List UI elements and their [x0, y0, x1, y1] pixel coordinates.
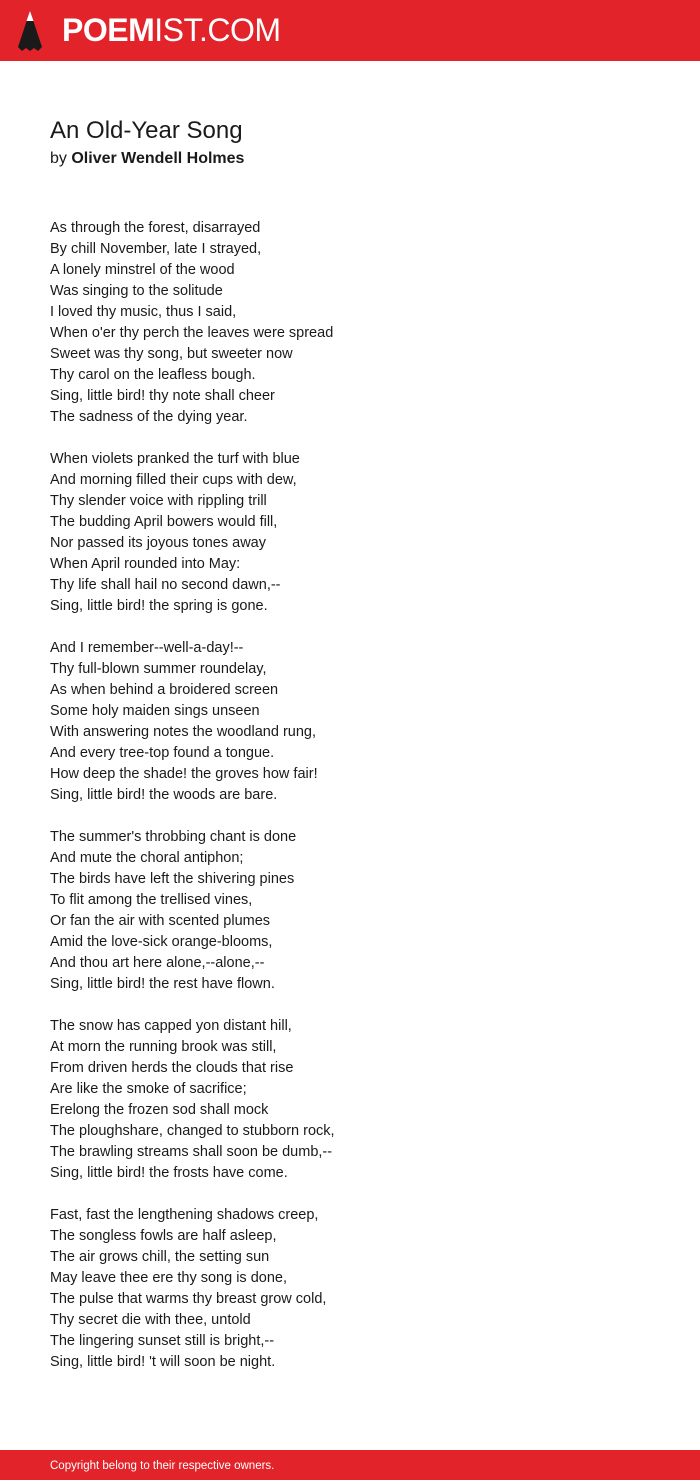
poem-line: When violets pranked the turf with blue: [50, 451, 300, 467]
poem-line: The summer's throbbing chant is done: [50, 829, 297, 845]
poem-line: Thy carol on the leafless bough.: [50, 367, 256, 383]
poem-stanza: [50, 218, 650, 428]
poem-line: Sweet was thy song, but sweeter now: [50, 346, 293, 362]
author-name: Oliver Wendell Holmes: [71, 150, 245, 167]
logo-light-text: IST.COM: [154, 12, 281, 48]
poem-stanza: [50, 638, 650, 806]
poem-line: And I remember--well-a-day!--: [50, 640, 244, 656]
poem-stanza: [50, 449, 650, 617]
poem-line: Thy full-blown summer roundelay,: [50, 661, 267, 677]
poem-line: How deep the shade! the groves how fair!: [50, 766, 318, 782]
poem-line: Erelong the frozen sod shall mock: [50, 1102, 269, 1118]
poem-line: The lingering sunset still is bright,--: [50, 1333, 275, 1349]
poem-title: An Old-Year Song: [50, 117, 243, 144]
poem-line: Was singing to the solitude: [50, 283, 223, 299]
poem-line: At morn the running brook was still,: [50, 1039, 277, 1055]
site-logo[interactable]: [62, 12, 281, 48]
poem-line: To flit among the trellised vines,: [50, 892, 253, 908]
poem-line: As through the forest, disarrayed: [50, 220, 261, 236]
poem-stanza: [50, 827, 650, 995]
poem-line: The snow has capped yon distant hill,: [50, 1018, 292, 1034]
poem-line: The budding April bowers would fill,: [50, 514, 278, 530]
poem-line: By chill November, late I strayed,: [50, 241, 262, 257]
poem-body: [50, 218, 650, 1394]
poem-line: And morning filled their cups with dew,: [50, 472, 297, 488]
poem-line: Nor passed its joyous tones away: [50, 535, 266, 551]
poem-line: The ploughshare, changed to stubborn rock,: [50, 1123, 335, 1139]
poem-line: May leave thee ere thy song is done,: [50, 1270, 287, 1286]
poem-line: Some holy maiden sings unseen: [50, 703, 260, 719]
poem-line: The air grows chill, the setting sun: [50, 1249, 270, 1265]
poem-line: The birds have left the shivering pines: [50, 871, 295, 887]
poem-line: And mute the choral antiphon;: [50, 850, 244, 866]
poem-line: When April rounded into May:: [50, 556, 241, 572]
poem-stanza: [50, 1205, 650, 1373]
site-footer: [0, 1450, 700, 1480]
poem-line: Thy life shall hail no second dawn,--: [50, 577, 281, 593]
logo-strong-text: POEM: [62, 12, 155, 48]
poem-line: The brawling streams shall soon be dumb,--: [50, 1144, 333, 1160]
poem-stanza: [50, 1016, 650, 1184]
poem-line: Fast, fast the lengthening shadows creep,: [50, 1207, 319, 1223]
poem-line: Sing, little bird! the frosts have come.: [50, 1165, 288, 1181]
poem-line: Sing, little bird! the woods are bare.: [50, 787, 278, 803]
by-label: by: [50, 150, 67, 167]
poem-line: And every tree-top found a tongue.: [50, 745, 275, 761]
poem-line: The songless fowls are half asleep,: [50, 1228, 277, 1244]
poem-line: The pulse that warms thy breast grow cold,: [50, 1291, 327, 1307]
pencil-icon[interactable]: [16, 9, 44, 53]
poem-line: Sing, little bird! the rest have flown.: [50, 976, 275, 992]
poem-line: When o'er thy perch the leaves were spread: [50, 325, 334, 341]
poem-line: With answering notes the woodland rung,: [50, 724, 316, 740]
site-header: [0, 0, 700, 61]
poem-line: I loved thy music, thus I said,: [50, 304, 237, 320]
poem-line: Or fan the air with scented plumes: [50, 913, 271, 929]
poem-line: Sing, little bird! thy note shall cheer: [50, 388, 275, 404]
copyright-text: Copyright belong to their respective owners.: [50, 1460, 275, 1472]
poem-line: Thy secret die with thee, untold: [50, 1312, 251, 1328]
poem-line: Amid the love-sick orange-blooms,: [50, 934, 273, 950]
poem-line: From driven herds the clouds that rise: [50, 1060, 294, 1076]
poem-byline: [50, 148, 244, 170]
poem-line: Sing, little bird! 't will soon be night.: [50, 1354, 276, 1370]
poem-line: A lonely minstrel of the wood: [50, 262, 235, 278]
poem-line: Are like the smoke of sacrifice;: [50, 1081, 247, 1097]
poem-line: The sadness of the dying year.: [50, 409, 248, 425]
poem-line: And thou art here alone,--alone,--: [50, 955, 265, 971]
poem-line: Thy slender voice with rippling trill: [50, 493, 267, 509]
poem-line: Sing, little bird! the spring is gone.: [50, 598, 268, 614]
poem-line: As when behind a broidered screen: [50, 682, 279, 698]
